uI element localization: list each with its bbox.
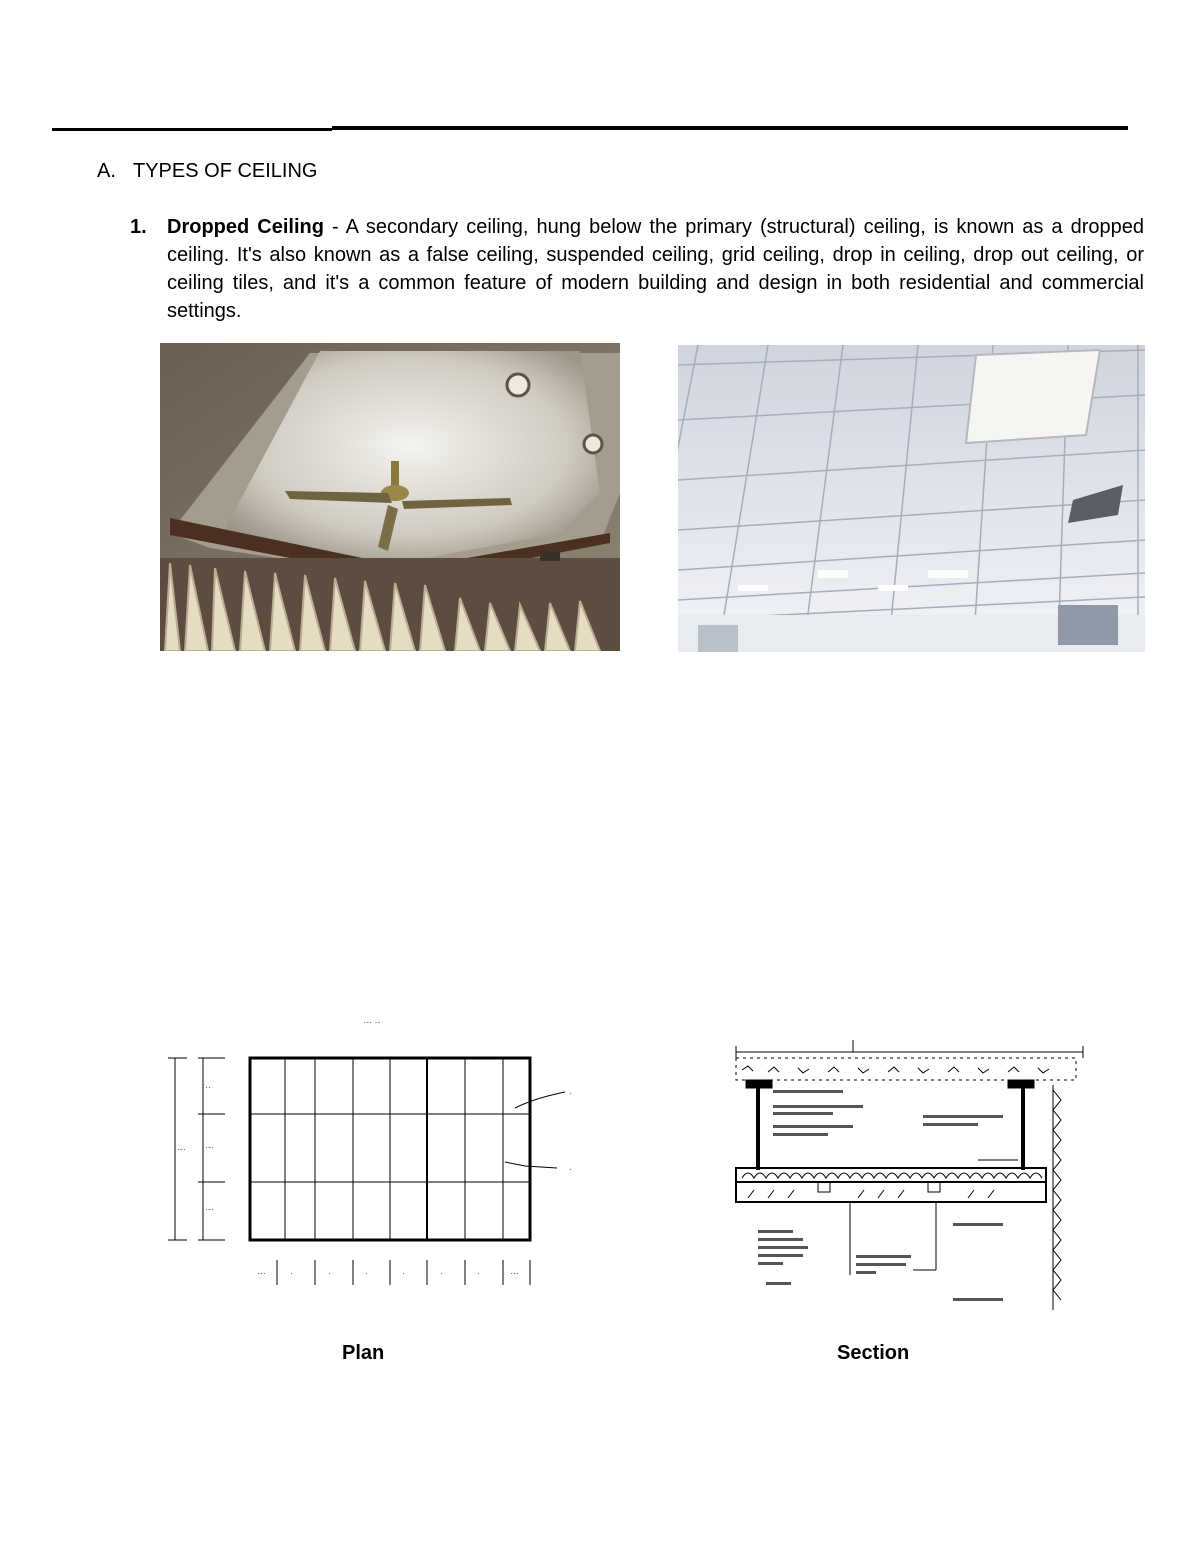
item-number: 1. <box>130 216 147 238</box>
section-heading <box>97 160 317 183</box>
plan-drawing <box>165 1010 575 1300</box>
svg-text:·: · <box>569 1164 572 1174</box>
tray-ceiling-photo <box>160 343 620 651</box>
svg-text:·: · <box>328 1268 331 1278</box>
svg-text:·: · <box>569 1088 572 1098</box>
svg-text:·: · <box>290 1268 293 1278</box>
svg-text:·-· ·-: ·-· ·- <box>363 1017 381 1027</box>
section-drawing <box>728 1030 1100 1315</box>
svg-text:·-·: ·-· <box>177 1144 186 1154</box>
plan-caption: Plan <box>342 1342 385 1364</box>
header-rule <box>332 126 1128 130</box>
item-description: - A secondary ceiling, hung below the primary (structural) ceiling, is known as a dropped ceiling. It's also known as a false ceiling, suspended ceiling, grid ceiling, drop in ceiling, drop out ceiling, or ceiling tiles, and it's a common feature of modern building and design in both residential and commercial settings. <box>167 216 1144 322</box>
section-caption: Section <box>837 1342 910 1364</box>
svg-text:·: · <box>365 1268 368 1278</box>
svg-text:·: · <box>440 1268 443 1278</box>
svg-text:·: · <box>477 1268 480 1278</box>
item-term: Dropped Ceiling <box>167 216 324 238</box>
grid-ceiling-photo <box>678 345 1145 652</box>
svg-text:·-·: ·-· <box>205 1142 214 1152</box>
svg-text:·: · <box>402 1268 405 1278</box>
section-letter: A. <box>97 160 116 182</box>
svg-text:·-·: ·-· <box>257 1268 266 1278</box>
svg-text:·-·: ·-· <box>205 1204 214 1214</box>
list-item-dropped-ceiling <box>130 213 1144 325</box>
section-title: TYPES OF CEILING <box>133 160 318 182</box>
svg-text:·-·: ·-· <box>510 1268 519 1278</box>
item-body <box>167 213 1144 325</box>
svg-text:··: ·· <box>205 1082 211 1092</box>
header-rule-left <box>52 128 332 131</box>
